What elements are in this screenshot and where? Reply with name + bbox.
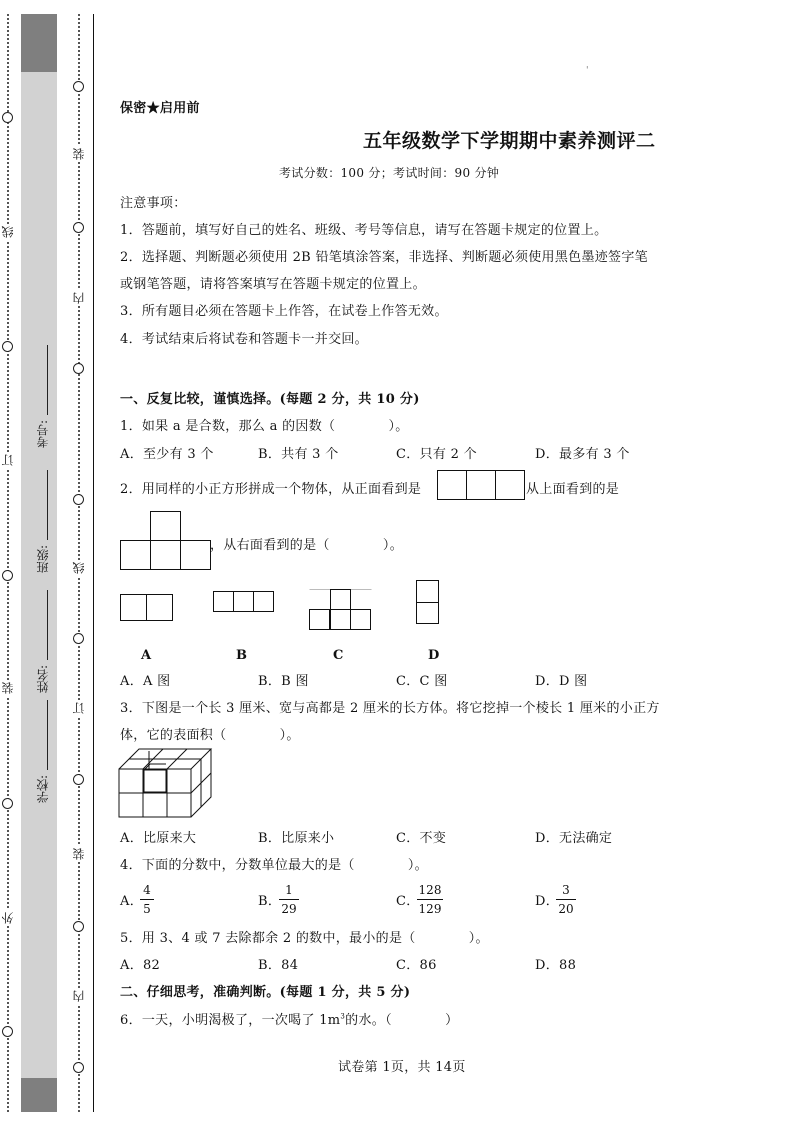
punch-circle xyxy=(2,112,13,123)
question-5: 5．用 3、4 或 7 去除都余 2 的数中，最小的是（ ）。 xyxy=(120,931,489,946)
q4-option-d-label: D． xyxy=(535,894,560,909)
binding-rule xyxy=(93,14,94,1112)
front-view-figure xyxy=(437,470,527,501)
field-name: 姓名: xyxy=(36,665,50,694)
numerator: 128 xyxy=(418,883,442,897)
gutter-char: 装 xyxy=(1,682,15,694)
q4-option-b-label: B． xyxy=(258,894,282,909)
q4-option-a-label: A． xyxy=(120,894,143,909)
denominator: 29 xyxy=(281,902,297,916)
q1-option-a: A．至少有 3 个 xyxy=(120,447,214,462)
question-3-line-1: 3．下图是一个长 3 厘米、宽与高都是 2 厘米的长方体。将它挖掉一个棱长 1 厘米的小正方 xyxy=(120,701,660,716)
question-3-line-2: 体，它的表面积（ ）。 xyxy=(120,728,300,743)
q3-option-b: B．比原来小 xyxy=(258,831,335,846)
outer-dotted-line xyxy=(7,14,9,1112)
punch-circle xyxy=(73,494,84,505)
gutter-char: 订 xyxy=(1,454,15,466)
gutter-char: 装 xyxy=(72,848,86,860)
punch-circle xyxy=(2,1026,13,1037)
question-2-part-a: 2．用同样的小正方形拼成一个物体，从正面看到是 xyxy=(120,482,422,497)
question-2-part-b: 从上面看到的是 xyxy=(526,482,620,497)
q1-option-c: C．只有 2 个 xyxy=(396,447,477,462)
gutter-char: 内 xyxy=(72,990,86,1002)
q4-fraction-b xyxy=(279,883,299,916)
question-4: 4．下面的分数中，分数单位最大的是（ ）。 xyxy=(120,858,428,873)
cuboid-figure xyxy=(118,747,213,819)
question-6 xyxy=(120,1009,458,1028)
notice-item: 4．考试结束后将试卷和答题卡一并交回。 xyxy=(120,332,368,347)
q2-option-b: B．B 图 xyxy=(258,674,309,689)
exam-info: 考试分数：100 分；考试时间：90 分钟 xyxy=(279,166,500,180)
question-6-text: 6．一天，小明渴极了，一次喝了 1m xyxy=(120,1013,341,1028)
page-number: 试卷第 1页，共 14页 xyxy=(338,1060,466,1075)
field-school: 学校: xyxy=(36,775,50,804)
notice-item: 3．所有题目必须在答题卡上作答，在试卷上作答无效。 xyxy=(120,304,448,319)
dark-block-top xyxy=(21,14,57,72)
q5-option-a: A．82 xyxy=(120,958,161,973)
q4-fraction-d xyxy=(556,883,576,916)
numerator: 1 xyxy=(285,883,293,897)
denominator: 20 xyxy=(558,902,574,916)
q3-option-c: C．不变 xyxy=(396,831,447,846)
punch-circle xyxy=(2,570,13,581)
dark-block-bottom xyxy=(21,1078,57,1112)
option-figure-d xyxy=(416,580,440,625)
notice-heading: 注意事项： xyxy=(120,196,187,211)
q1-option-d: D．最多有 3 个 xyxy=(535,447,630,462)
superscript: 3 xyxy=(340,1012,346,1021)
q2-option-a: A．A 图 xyxy=(120,674,171,689)
punch-circle xyxy=(2,798,13,809)
gutter-char: 线 xyxy=(1,226,15,238)
punch-circle xyxy=(73,633,84,644)
punch-circle xyxy=(2,341,13,352)
option-figure-c xyxy=(309,589,372,631)
field-class: 班级: xyxy=(36,545,50,574)
field-line xyxy=(47,345,48,415)
gutter-char: 线 xyxy=(72,562,86,574)
field-exam-number: 考号: xyxy=(36,420,50,449)
q1-option-b: B．共有 3 个 xyxy=(258,447,339,462)
gutter-char: 内 xyxy=(72,292,86,304)
q5-option-d: D．88 xyxy=(535,958,577,973)
question-6-text-end: 的水。（ ） xyxy=(345,1013,459,1028)
stray-mark: ' xyxy=(586,66,589,76)
punch-circle xyxy=(73,363,84,374)
top-view-figure xyxy=(120,511,212,571)
q2-option-d: D．D 图 xyxy=(535,674,588,689)
numerator: 3 xyxy=(562,883,570,897)
figure-label-d: D xyxy=(428,648,440,663)
q3-option-a: A．比原来大 xyxy=(120,831,197,846)
option-figure-b xyxy=(213,591,275,612)
q4-fraction-c xyxy=(417,883,443,916)
q5-option-c: C．86 xyxy=(396,958,437,973)
punch-circle xyxy=(73,81,84,92)
gutter-char: 订 xyxy=(72,702,86,714)
q2-option-c: C．C 图 xyxy=(396,674,448,689)
punch-circle xyxy=(73,222,84,233)
field-line xyxy=(47,590,48,660)
section-heading: 二、仔细思考，准确判断。(每题 1 分，共 5 分) xyxy=(120,985,411,1000)
notice-item: 或钢笔答题，请将答案填写在答题卡规定的位置上。 xyxy=(120,277,426,292)
notice-item: 2．选择题、判断题必须使用 2B 铅笔填涂答案，非选择、判断题必须使用黑色墨迹签字笔 xyxy=(120,250,648,265)
question-2-part-c: ，从右面看到的是（ ）。 xyxy=(210,538,404,553)
denominator: 5 xyxy=(143,902,151,916)
q3-option-d: D．无法确定 xyxy=(535,831,613,846)
figure-label-b: B xyxy=(236,648,248,663)
punch-circle xyxy=(73,1062,84,1073)
field-line xyxy=(47,470,48,540)
question-1: 1．如果 a 是合数，那么 a 的因数（ ）。 xyxy=(120,419,409,434)
gutter-char: 外 xyxy=(1,912,15,924)
figure-label-a: A xyxy=(141,648,152,663)
punch-circle xyxy=(73,774,84,785)
gutter-char: 装 xyxy=(72,148,86,160)
field-line xyxy=(47,700,48,770)
denominator: 129 xyxy=(418,902,442,916)
section-heading: 一、反复比较，谨慎选择。(每题 2 分，共 10 分) xyxy=(120,392,420,407)
punch-circle xyxy=(73,921,84,932)
option-figure-a xyxy=(120,594,174,622)
q4-fraction-a xyxy=(140,883,154,916)
notice-item: 1．答题前，填写好自己的姓名、班级、考号等信息，请写在答题卡规定的位置上。 xyxy=(120,223,608,238)
numerator: 4 xyxy=(143,883,151,897)
q4-option-c-label: C． xyxy=(396,894,420,909)
secret-label: 保密★启用前 xyxy=(120,101,200,116)
page-title: 五年级数学下学期期中素养测评二 xyxy=(363,130,656,152)
q5-option-b: B．84 xyxy=(258,958,299,973)
figure-label-c: C xyxy=(333,648,344,663)
